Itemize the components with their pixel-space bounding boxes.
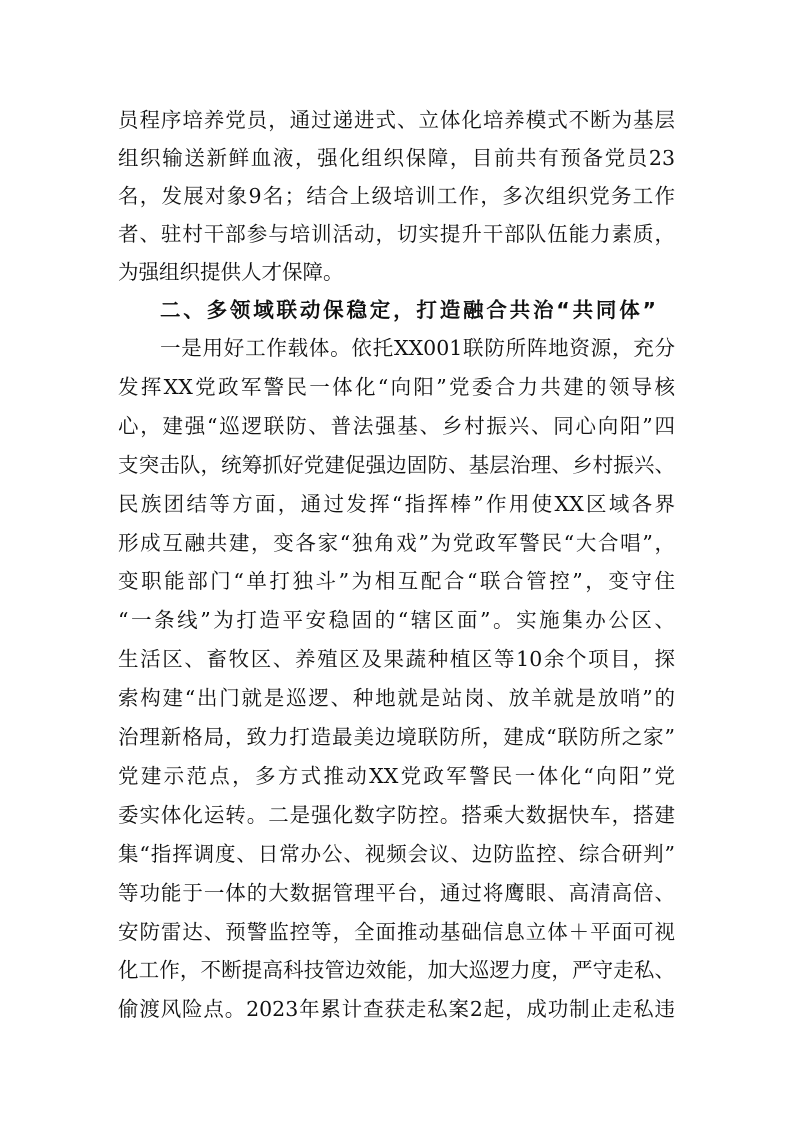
text-line: 偷渡风险点。2023年累计查获走私案2起，成功制止走私违	[118, 997, 675, 1022]
text-line: 支突击队，统筹抓好党建促强边固防、基层治理、乡村振兴、	[118, 452, 675, 477]
text-line: “一条线”为打造平安稳固的“辖区面”。实施集办公区、	[118, 608, 675, 633]
text-line: 委实体化运转。二是强化数字防控。搭乘大数据快车，搭建	[118, 802, 675, 827]
text-line: 者、驻村干部参与培训活动，切实提升干部队伍能力素质，	[118, 222, 675, 246]
text-line: 化工作，不断提高科技管边效能，加大巡逻力度，严守走私、	[118, 958, 675, 983]
text-line: 民族团结等方面，通过发挥“指挥棒”作用使XX区域各界	[118, 491, 675, 516]
text-line: 治理新格局，致力打造最美边境联防所，建成“联防所之家”	[118, 725, 675, 749]
text-line: 党建示范点，多方式推动XX党政军警民一体化“向阳”党	[118, 763, 675, 788]
text-line: 安防雷达、预警监控等，全面推动基础信息立体＋平面可视	[118, 919, 675, 944]
text-line: 为强组织提供人才保障。	[118, 260, 344, 284]
text-line: 组织输送新鲜血液，强化组织保障，目前共有预备党员23	[118, 146, 675, 170]
text-line: 变职能部门“单打独斗”为相互配合“联合管控”，变守住	[118, 569, 675, 594]
text-line: 心，建强“巡逻联防、普法强基、乡村振兴、同心向阳”四	[118, 413, 675, 438]
text-line: 等功能于一体的大数据管理平台，通过将鹰眼、高清高倍、	[118, 880, 675, 905]
text-line: 名，发展对象9名；结合上级培训工作，多次组织党务工作	[118, 184, 675, 208]
section-heading: 二、多领域联动保稳定，打造融合共治“共同体”	[160, 298, 656, 322]
text-line: 员程序培养党员，通过递进式、立体化培养模式不断为基层	[118, 108, 675, 132]
text-line: 发挥XX党政军警民一体化“向阳”党委合力共建的领导核	[118, 374, 675, 399]
text-line: 集“指挥调度、日常办公、视频会议、边防监控、综合研判”	[118, 841, 675, 866]
text-line: 索构建“出门就是巡逻、种地就是站岗、放羊就是放哨”的	[118, 686, 675, 711]
text-line: 形成互融共建，变各家“独角戏”为党政军警民“大合唱”，	[118, 530, 675, 555]
text-line: 生活区、畜牧区、养殖区及果蔬种植区等10余个项目，探	[118, 647, 675, 672]
text-line: 一是用好工作载体。依托XX001联防所阵地资源，充分	[160, 336, 675, 360]
